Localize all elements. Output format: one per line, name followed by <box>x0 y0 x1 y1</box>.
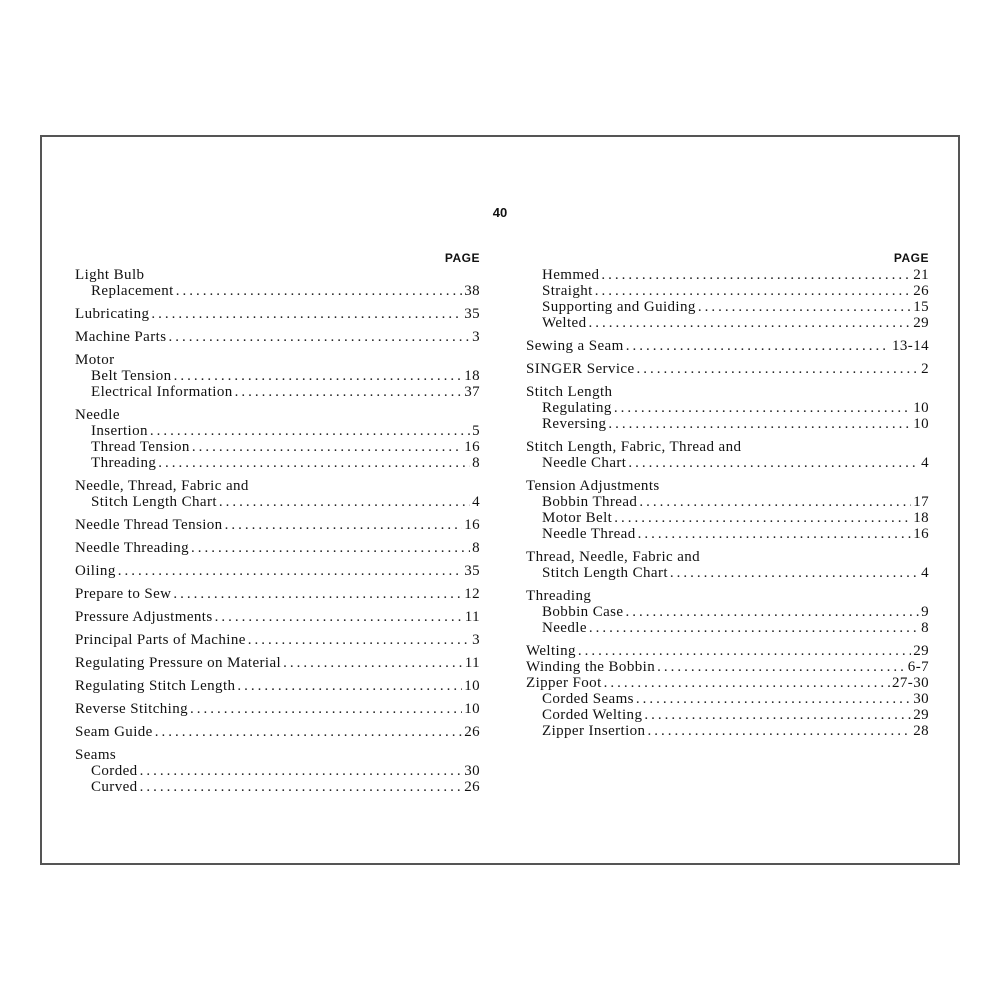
entry-page-number: 29 <box>913 707 929 723</box>
index-entry <box>526 643 929 739</box>
entry-label: Motor <box>75 352 115 368</box>
entry-label: Needle Chart <box>542 455 627 471</box>
entry-label: Hemmed <box>542 267 600 283</box>
entry-label: Light Bulb <box>75 267 145 283</box>
entry-page-number: 2 <box>921 361 929 377</box>
index-subentry <box>75 763 480 779</box>
entry-label: Belt Tension <box>91 368 172 384</box>
dot-leader <box>578 643 911 659</box>
dot-leader <box>637 361 920 377</box>
entry-label: Pressure Adjustments <box>75 609 213 625</box>
entry-label: Bobbin Thread <box>542 494 638 510</box>
dot-leader <box>158 455 470 471</box>
index-heading <box>526 643 929 659</box>
index-column-right <box>526 249 929 746</box>
entry-label: Replacement <box>91 283 174 299</box>
index-subentry <box>75 494 480 510</box>
entry-label: Zipper Insertion <box>542 723 646 739</box>
dot-leader <box>150 423 470 439</box>
entry-label: SINGER Service <box>526 361 635 377</box>
dot-leader <box>636 691 911 707</box>
dot-leader <box>626 338 890 354</box>
entry-page-number: 30 <box>464 763 480 779</box>
index-subentry <box>526 510 929 526</box>
dot-leader <box>625 604 919 620</box>
index-subentry <box>75 423 480 439</box>
index-entry <box>526 588 929 636</box>
entry-label: Zipper Foot <box>526 675 602 691</box>
dot-leader <box>215 609 463 625</box>
index-subentry <box>75 368 480 384</box>
entry-page-number: 26 <box>464 724 480 740</box>
entry-page-number: 26 <box>913 283 929 299</box>
entry-label: Electrical Information <box>91 384 233 400</box>
index-subentry <box>526 565 929 581</box>
index-entry <box>75 724 480 740</box>
index-heading <box>75 632 480 648</box>
dot-leader <box>628 455 919 471</box>
dot-leader <box>192 439 462 455</box>
index-heading <box>526 384 929 400</box>
index-heading <box>526 549 929 565</box>
entry-page-number: 35 <box>464 306 480 322</box>
index-heading <box>75 329 480 345</box>
index-subentry <box>526 267 929 283</box>
entry-label: Corded Welting <box>542 707 643 723</box>
entry-page-number: 38 <box>464 283 480 299</box>
entry-page-number: 29 <box>913 643 929 659</box>
dot-leader <box>173 586 462 602</box>
entry-label: Needle, Thread, Fabric and <box>75 478 249 494</box>
entry-page-number: 30 <box>913 691 929 707</box>
dot-leader <box>595 283 911 299</box>
dot-leader <box>614 400 911 416</box>
entry-label: Prepare to Sew <box>75 586 172 602</box>
entry-label: Seam Guide <box>75 724 153 740</box>
entry-label: Needle <box>75 407 120 423</box>
dot-leader <box>638 526 912 542</box>
entry-label: Reversing <box>542 416 607 432</box>
index-subentry <box>526 283 929 299</box>
entry-label: Seams <box>75 747 117 763</box>
index-entry <box>526 267 929 331</box>
entry-label: Machine Parts <box>75 329 167 345</box>
entry-label: Stitch Length, Fabric, Thread and <box>526 439 742 455</box>
index-entry <box>526 439 929 471</box>
entry-label: Reverse Stitching <box>75 701 189 717</box>
entry-label: Stitch Length <box>526 384 613 400</box>
page-column-header: PAGE <box>893 251 929 265</box>
entry-page-number: 26 <box>464 779 480 795</box>
entry-label: Insertion <box>91 423 148 439</box>
dot-leader <box>190 701 462 717</box>
dot-leader <box>168 329 470 345</box>
index-entry <box>75 747 480 795</box>
index-entry <box>75 352 480 400</box>
dot-leader <box>601 267 911 283</box>
entry-page-number: 8 <box>472 540 480 556</box>
index-subentry <box>526 400 929 416</box>
index-heading <box>526 659 929 675</box>
index-heading <box>526 478 929 494</box>
entry-page-number: 13-14 <box>892 338 929 354</box>
index-subentry <box>526 723 929 739</box>
index-subentry <box>75 779 480 795</box>
entry-page-number: 10 <box>913 416 929 432</box>
entry-page-number: 5 <box>472 423 480 439</box>
entry-label: Needle Thread Tension <box>75 517 223 533</box>
entry-label: Welted <box>542 315 587 331</box>
entry-label: Needle Thread <box>542 526 636 542</box>
index-entry <box>75 632 480 648</box>
index-subentry <box>75 439 480 455</box>
dot-leader <box>604 675 890 691</box>
entry-label: Thread Tension <box>91 439 190 455</box>
entry-page-number: 16 <box>464 439 480 455</box>
index-subentry <box>526 691 929 707</box>
entry-page-number: 8 <box>921 620 929 636</box>
dot-leader <box>219 494 470 510</box>
entry-label: Tension Adjustments <box>526 478 660 494</box>
index-heading <box>75 540 480 556</box>
entry-page-number: 21 <box>913 267 929 283</box>
dot-leader <box>225 517 463 533</box>
index-entry <box>75 678 480 694</box>
entry-label: Corded Seams <box>542 691 634 707</box>
dot-leader <box>614 510 911 526</box>
entry-label: Regulating Pressure on Material <box>75 655 282 671</box>
entry-label: Regulating Stitch Length <box>75 678 236 694</box>
dot-leader <box>155 724 462 740</box>
entry-page-number: 17 <box>913 494 929 510</box>
index-heading <box>75 609 480 625</box>
entry-label: Threading <box>91 455 157 471</box>
index-heading <box>75 586 480 602</box>
dot-leader <box>644 707 911 723</box>
index-subentry <box>526 455 929 471</box>
index-entry <box>75 540 480 556</box>
dot-leader <box>698 299 911 315</box>
dot-leader <box>589 620 919 636</box>
index-subentry <box>526 604 929 620</box>
index-heading <box>75 517 480 533</box>
index-subentry <box>526 299 929 315</box>
entry-label: Winding the Bobbin <box>526 659 656 675</box>
entry-page-number: 16 <box>464 517 480 533</box>
entry-label: Curved <box>91 779 138 795</box>
entry-label: Motor Belt <box>542 510 613 526</box>
entry-page-number: 9 <box>921 604 929 620</box>
entry-page-number: 3 <box>472 632 480 648</box>
index-entry <box>526 338 929 354</box>
entry-page-number: 6-7 <box>907 659 929 675</box>
index-heading <box>75 267 480 283</box>
index-heading <box>75 678 480 694</box>
dot-leader <box>191 540 470 556</box>
dot-leader <box>608 416 911 432</box>
index-entry <box>75 563 480 579</box>
index-entry <box>75 329 480 345</box>
entry-page-number: 4 <box>921 455 929 471</box>
index-heading <box>526 675 929 691</box>
index-subentry <box>526 315 929 331</box>
entry-page-number: 11 <box>464 609 480 625</box>
index-entry <box>526 549 929 581</box>
entry-page-number: 37 <box>464 384 480 400</box>
entry-label: Bobbin Case <box>542 604 624 620</box>
index-heading <box>75 352 480 368</box>
index-heading <box>75 724 480 740</box>
entry-page-number: 35 <box>464 563 480 579</box>
entry-label: Welting <box>526 643 576 659</box>
dot-leader <box>647 723 911 739</box>
index-heading <box>75 701 480 717</box>
entry-page-number: 10 <box>464 701 480 717</box>
index-heading <box>526 338 929 354</box>
index-heading <box>75 478 480 494</box>
dot-leader <box>670 565 919 581</box>
index-subentry <box>526 494 929 510</box>
index-entry <box>526 478 929 542</box>
entry-page-number: 3 <box>472 329 480 345</box>
entry-label: Regulating <box>542 400 612 416</box>
index-subentry <box>526 416 929 432</box>
index-heading <box>75 747 480 763</box>
index-entry <box>75 478 480 510</box>
index-heading <box>526 439 929 455</box>
index-subentry <box>526 620 929 636</box>
entry-page-number: 29 <box>913 315 929 331</box>
entry-label: Stitch Length Chart <box>91 494 217 510</box>
entry-page-number: 12 <box>464 586 480 602</box>
dot-leader <box>248 632 470 648</box>
entry-label: Stitch Length Chart <box>542 565 668 581</box>
entry-label: Straight <box>542 283 593 299</box>
dot-leader <box>140 779 463 795</box>
entry-label: Needle Threading <box>75 540 189 556</box>
page-number: 40 <box>492 205 508 220</box>
entry-page-number: 4 <box>921 565 929 581</box>
dot-leader <box>657 659 906 675</box>
entry-page-number: 18 <box>913 510 929 526</box>
index-column-left <box>75 249 480 802</box>
index-heading <box>526 588 929 604</box>
dot-leader <box>237 678 462 694</box>
index-subentry <box>75 283 480 299</box>
dot-leader <box>151 306 462 322</box>
entry-label: Principal Parts of Machine <box>75 632 246 648</box>
index-entry <box>526 384 929 432</box>
index-entry <box>75 306 480 322</box>
entry-page-number: 8 <box>472 455 480 471</box>
dot-leader <box>118 563 462 579</box>
entry-label: Lubricating <box>75 306 150 322</box>
entry-page-number: 4 <box>472 494 480 510</box>
index-entry <box>75 701 480 717</box>
entry-page-number: 11 <box>464 655 480 671</box>
entry-label: Oiling <box>75 563 116 579</box>
index-subentry <box>75 384 480 400</box>
index-entries <box>75 267 480 795</box>
index-entry <box>526 361 929 377</box>
index-heading <box>75 407 480 423</box>
entry-page-number: 16 <box>913 526 929 542</box>
entry-label: Thread, Needle, Fabric and <box>526 549 701 565</box>
index-entry <box>75 267 480 299</box>
index-page <box>40 135 960 865</box>
entry-page-number: 10 <box>464 678 480 694</box>
index-entry <box>75 609 480 625</box>
dot-leader <box>174 368 463 384</box>
entry-label: Threading <box>526 588 592 604</box>
entry-page-number: 27-30 <box>892 675 929 691</box>
index-heading <box>526 361 929 377</box>
entry-page-number: 18 <box>464 368 480 384</box>
dot-leader <box>176 283 462 299</box>
index-subentry <box>526 707 929 723</box>
index-entry <box>75 517 480 533</box>
index-subentry <box>526 526 929 542</box>
entry-page-number: 15 <box>913 299 929 315</box>
entry-page-number: 10 <box>913 400 929 416</box>
index-heading <box>75 655 480 671</box>
entry-label: Sewing a Seam <box>526 338 624 354</box>
dot-leader <box>140 763 463 779</box>
index-entries <box>526 267 929 739</box>
index-heading <box>75 306 480 322</box>
entry-label: Corded <box>91 763 138 779</box>
entry-page-number: 28 <box>913 723 929 739</box>
dot-leader <box>589 315 912 331</box>
dot-leader <box>283 655 463 671</box>
index-subentry <box>75 455 480 471</box>
entry-label: Needle <box>542 620 587 636</box>
index-entry <box>75 407 480 471</box>
index-entry <box>75 655 480 671</box>
page-column-header: PAGE <box>444 251 480 265</box>
index-entry <box>75 586 480 602</box>
entry-label: Supporting and Guiding <box>542 299 696 315</box>
dot-leader <box>639 494 911 510</box>
index-heading <box>75 563 480 579</box>
dot-leader <box>235 384 463 400</box>
